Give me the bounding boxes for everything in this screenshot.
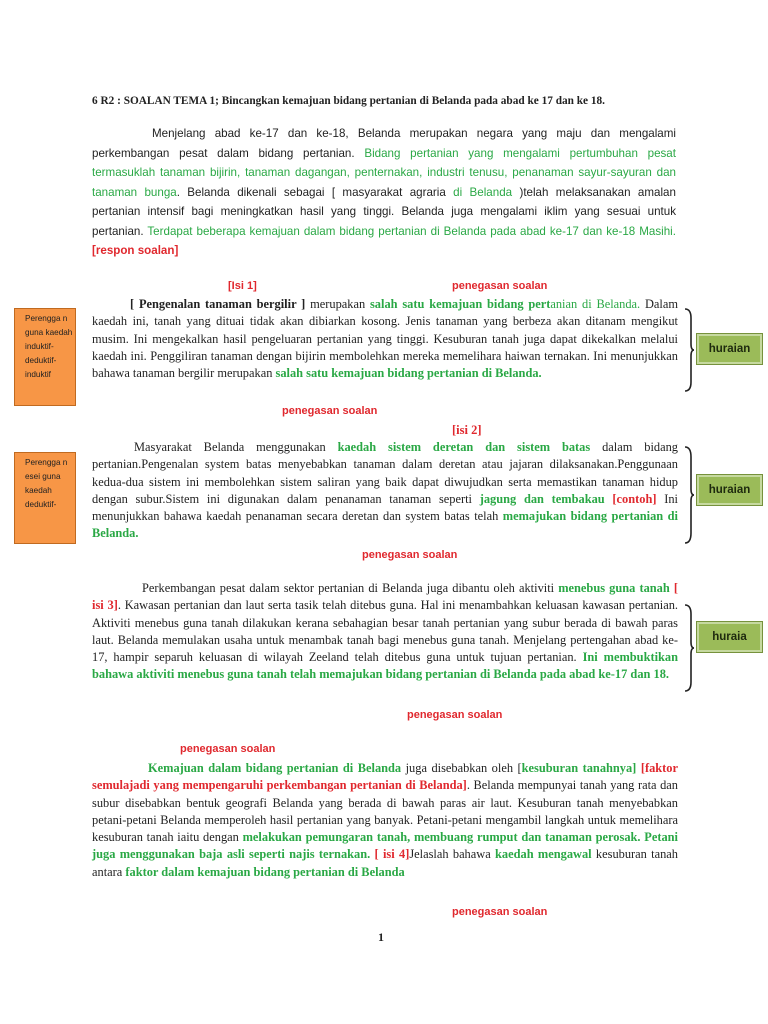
p3-menebus: menebus guna tanah xyxy=(558,581,670,595)
intro-text-6: Terdapat beberapa kemajuan dalam bidang pertanian di Belanda pada abad ke-17 dan ke-18 Masihi. xyxy=(147,224,676,238)
intro-text-1: Menjelang abad ke-17 dan ke-18, Belanda merupakan negara yang maju dan mengalami perkembangan pesat dalam bidang pertanian. xyxy=(92,127,676,160)
p4-isi4: [ isi 4] xyxy=(370,847,410,862)
paragraph-1 xyxy=(92,296,678,382)
p4-langkah: melakukan pemungaran tanah, membuang rumput dan tanaman perosak. Petani juga menggunakan baja asli seperti najis ternakan. xyxy=(92,830,678,862)
isi2-label: [isi 2] xyxy=(452,423,482,437)
p4-kemajuan: Kemajuan dalam bidang pertanian di Belanda xyxy=(148,761,402,775)
penegasan-label-3: penegasan soalan xyxy=(362,549,458,561)
huraian-box-2: huraian xyxy=(697,475,762,505)
penegasan-label-4: penegasan soalan xyxy=(407,709,503,721)
p4-text-b: juga disebabkan oleh [ xyxy=(401,761,522,775)
intro-text-3: . Belanda dikenali sebagai [ masyarakat agraria xyxy=(176,185,446,199)
intro-text-5: )telah melaksanakan amalan pertanian intensif bagi meningkatkan hasil yang tinggi. Belanda juga mengalami iklim yang sesuai untuk pertanian. xyxy=(92,185,676,238)
intro-respon-label: [respon soalan] xyxy=(92,244,179,257)
p2-conclusion: memajukan bidang pertanian di Belanda. xyxy=(92,509,678,541)
document-title: 6 R2 : SOALAN TEMA 1; Bincangkan kemajuan bidang pertanian di Belanda pada abad ke 17 dan ke 18. xyxy=(92,95,605,107)
paragraph-2 xyxy=(92,439,678,543)
p4-conclusion: faktor dalam kemajuan bidang pertanian di Belanda xyxy=(125,864,405,879)
p1-green-d: anian di Belanda. xyxy=(550,297,641,311)
p4-kaedah: kaedah mengawal xyxy=(495,847,592,862)
paragraph-4 xyxy=(92,760,678,881)
page-number: 1 xyxy=(378,930,384,944)
intro-text-4: di Belanda xyxy=(453,185,513,199)
p4-kesuburan: kesuburan tanahnya] xyxy=(521,761,637,775)
huraian-box-1: huraian xyxy=(697,334,762,364)
p2-kaedah: kaedah sistem deretan dan sistem batas xyxy=(337,440,591,454)
p3-text-a: Perkembangan pesat dalam sektor pertanian di Belanda juga dibantu oleh aktiviti xyxy=(142,581,555,595)
p4-body: . Belanda mempunyai tanah yang rata dan subur disebabkan bentuk geografi Belanda yang berada di bawah paras air laut. Kesuburan tanah menyebabkan petani-petani Belanda memperoleh hasil pertanian yang banyak. Petani-petani mengambil langkah untuk memelihara kesuburan tanah iaitu dengan xyxy=(92,778,679,845)
penegasan-label-2: penegasan soalan xyxy=(282,405,378,417)
p3-body: . Kawasan pertanian dan laut serta tasik telah ditebus guna. Hal ini menambahkan keluasan kawasan pertanian. Aktiviti menebus guna tanah dilakukan kerana sebahagian besar tanah pertanian yang subur berada di bawah paras laut. Belanda memulakan usaha untuk menambak tanah bagi menebus guna tanah. Menjelang pertengahan abad ke-17, hampir separuh keluasan di wilayah Zeeland telah ditebus guna untuk tujuan pertanian. xyxy=(92,598,678,665)
penegasan-label-5: penegasan soalan xyxy=(180,743,276,755)
penegasan-label-6: penegasan soalan xyxy=(452,906,548,918)
intro-text-2: Bidang pertanian yang mengalami pertumbuhan pesat termasuklah tanaman bijirin, tanaman dagangan, penternakan, industri tenusu, penanaman sayur-sayuran dan tanaman bunga xyxy=(92,146,676,199)
p2-jagung: jagung dan tembakau xyxy=(479,491,605,506)
intro-paragraph xyxy=(92,124,676,261)
p1-text-b: merupakan xyxy=(305,297,370,311)
penegasan-label-1: penegasan soalan xyxy=(452,280,548,292)
p4-text-j: kesuburan tanah antara xyxy=(92,847,678,879)
brace-1 xyxy=(684,308,694,392)
p1-heading: [ Pengenalan tanaman bergilir ] xyxy=(130,297,306,311)
p3-isi3: [ isi 3] xyxy=(92,581,678,613)
p1-conclusion: salah satu kemajuan bidang pertanian di Belanda. xyxy=(275,366,542,381)
p4-faktor: [faktor semulajadi yang mempengaruhi perkembangan pertanian di Belanda] xyxy=(92,761,678,793)
brace-2 xyxy=(684,446,694,544)
p2-contoh: [contoh] xyxy=(604,491,657,506)
p2-body: dalam bidang pertanian.Pengenalan system batas menyebabkan tanaman dalam deretan atau jajaran dilaksanakan.Penggunaan kedua-dua sistem ini membolehkan sistem saliran yang baik dapat diwujudkan serta memastikan tanaman hidup dengan subur.Sistem ini digunakan dalam penanaman tanaman seperti xyxy=(92,440,678,506)
p2-text-a: Masyarakat Belanda menggunakan xyxy=(134,440,338,454)
side-note-box-2: Perengga n esei guna kaedah deduktif- xyxy=(14,452,76,544)
paragraph-3 xyxy=(92,580,678,684)
side-note-box-1: Perengga n guna kaedah induktif-deduktif-induktif xyxy=(14,308,76,406)
brace-3 xyxy=(684,604,694,692)
huraian-box-3: huraia xyxy=(697,622,762,652)
p4-jelaslah: Jelaslah bahawa xyxy=(409,847,496,862)
isi1-label: [Isi 1] xyxy=(228,280,257,292)
p3-conclusion: Ini membuktikan bahawa aktiviti menebus guna tanah telah memajukan bidang pertanian di Belanda pada abad ke-17 dan 18. xyxy=(92,650,679,682)
p1-body: Dalam kaedah ini, tanah yang dituai tidak akan dibiarkan kosong. Jenis tanaman yang berbeza akan ditanam mengikut musim. Ini mengekalkan hasil pengeluaran pertanian yang tinggi. Kesuburan tanah juga dapat dikekalkan melalui kaedah ini. Penggiliran tanaman dengan bijirin membolehkan mereka memelihara haiwan ternakan. Ini menunjukkan bahawa tanaman bergilir merupakan xyxy=(92,297,678,381)
p1-green-c: salah satu kemajuan bidang pert xyxy=(369,297,551,311)
p2-text-f: Ini menunjukkan bahawa kaedah penanaman secara deretan dan system batas telah xyxy=(92,491,678,524)
